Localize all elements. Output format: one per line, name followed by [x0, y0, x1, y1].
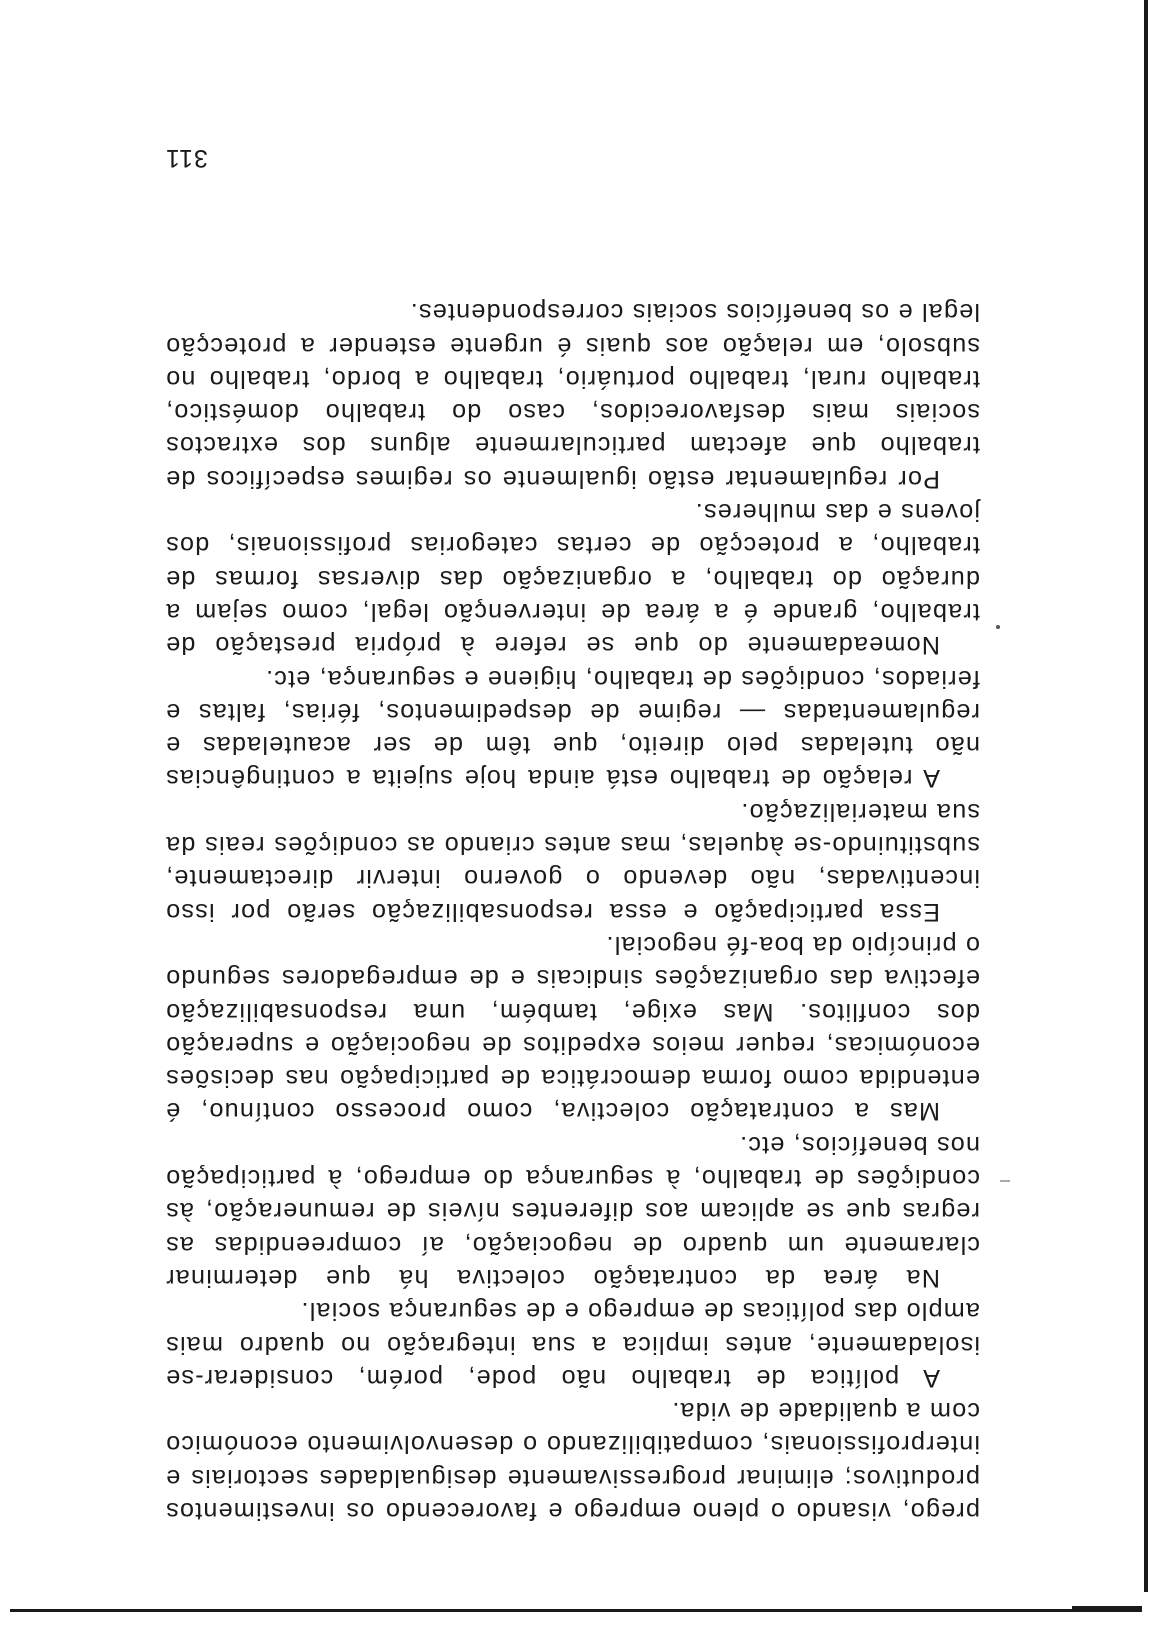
- paragraph-2: A política de trabalho não pode, porém, considerar-se isoladamente, antes implica a sua integração no quadro mais amplo das políticas de emprego e de segurança social.: [165, 1297, 980, 1392]
- scan-speck: [996, 625, 1000, 629]
- paragraph-6: A relação de trabalho está ainda hoje sujeita a contingências não tuteladas pelo direito, que têm de ser acauteladas e regulamentadas — regime de despedimentos, férias, faltas e feriados, condições de trabalho, higiene e segurança, etc.: [165, 664, 980, 793]
- paragraph-1: prego, visando o pleno emprego e favorecendo os investimentos produtivos; eliminar progressivamente desigualdades sectoriais e interprofissionais, compatibilizando o desenvolvimento económico com a qualidade de vida.: [165, 1397, 980, 1525]
- scan-edge-vertical-line: [1144, 0, 1148, 1592]
- scan-edge-mark: [1072, 1606, 1142, 1612]
- page-number: 311: [165, 144, 208, 172]
- paragraph-3: Na área da contratação colectiva há que determinar claramente um quadro de negociação, aí compreendidas as regras que se aplicam aos diferentes níveis de remuneração, às condições de trabalho, à segurança do emprego, à participação nos benefícios, etc.: [165, 1130, 980, 1292]
- paragraph-7: Nomeadamente do que se refere à própria prestação de trabalho, grande é a área de intervenção legal, como sejam a duração do trabalho, a organização das diversas formas de trabalho, a protecção de certas categorias profissionais, dos jovens e das mulheres.: [165, 498, 980, 660]
- paragraph-8: Por regulamentar estão igualmente os regimes específicos de trabalho que afectam particularmente alguns dos extractos sociais mais desfavorecidos, caso do trabalho doméstico, trabalho rural, trabalho portuário, trabalho a bordo, trabalho no subsolo, em relação aos quais é urgente estender a protecção legal e os benefícios sociais correspondentes.: [165, 298, 980, 493]
- scan-speck-dash: [1000, 1180, 1010, 1182]
- paragraph-4: Mas a contratação colectiva, como processo contínuo, é entendida como forma democrática de participação nas decisões económicas, requer meios expeditos de negociação e superação dos conflitos. Mas exige, também, uma responsabilização efectiva das organizações sindicais e de empregadores segundo o princípio da boa-fé negocial.: [165, 930, 980, 1126]
- scan-edge-line: [10, 1609, 1142, 1612]
- body-text: [165, 295, 980, 1527]
- paragraph-5: Essa participação e essa responsabilização serão por isso incentivadas, não devendo o governo intervir directamente, substituindo-se àquelas, mas antes criando as condições reais da sua materialização.: [165, 797, 980, 926]
